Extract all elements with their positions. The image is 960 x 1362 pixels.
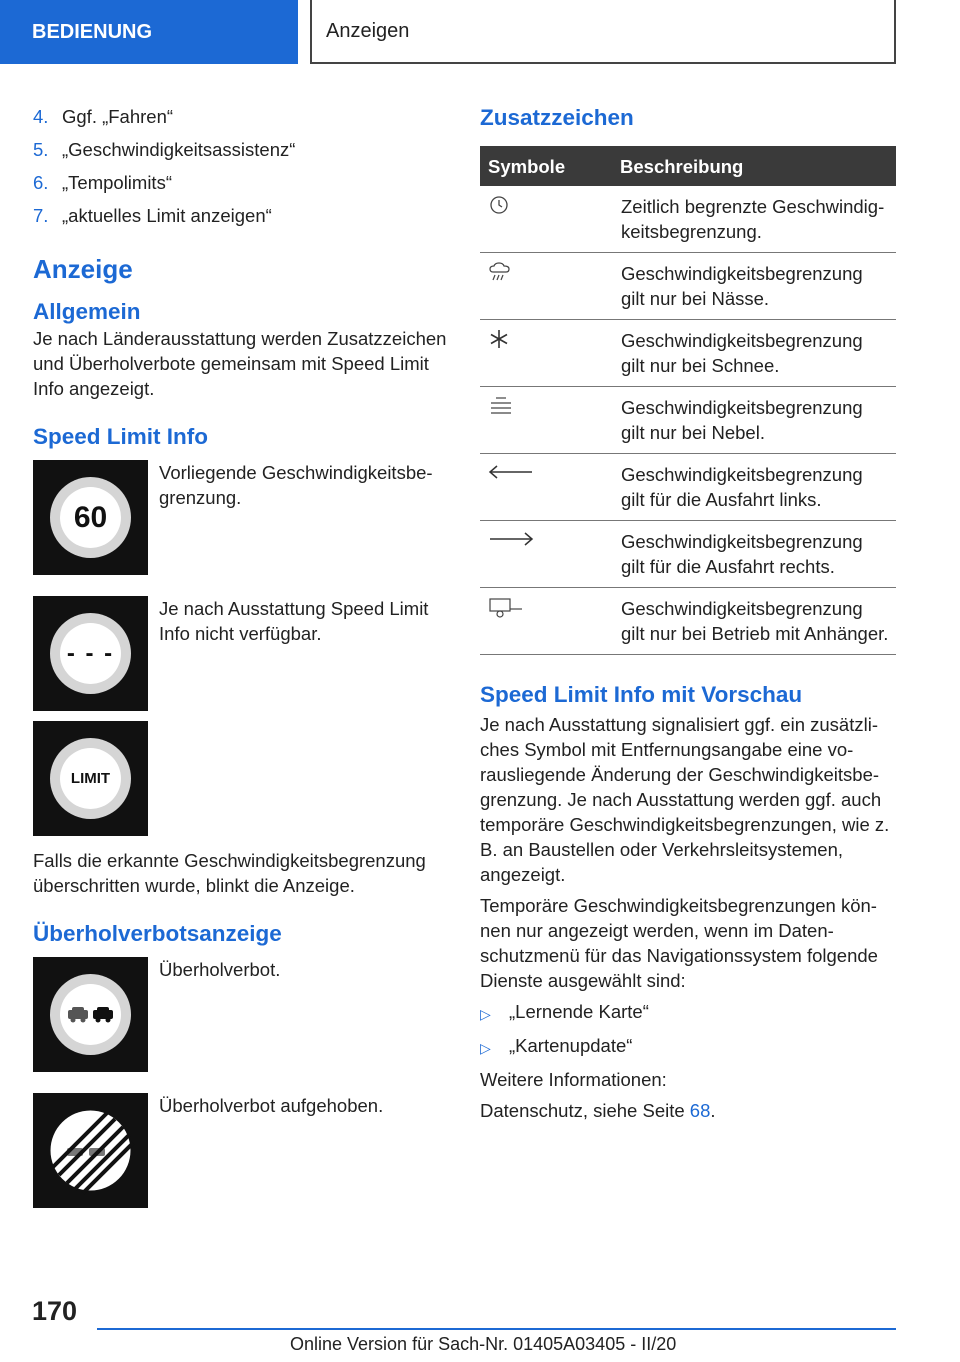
step-text: „Geschwindigkeitsassistenz“ [62,139,296,160]
no-overtaking-image [33,957,148,1072]
speed-limit-60-image [33,460,148,575]
column-header-symbole: Symbole [480,146,620,186]
end-of-restriction-icon [33,1093,148,1208]
table-cell-description: Geschwindigkeitsbegrenzung gilt für die Ausfahrt links. [620,454,896,521]
left-column [33,104,448,1208]
chapter-header: Anzeigen [310,0,896,64]
step-number: 6. [33,172,49,193]
table-cell-description: Geschwindigkeitsbegrenzung gilt nur bei Schnee. [620,320,896,387]
no-overtaking-text: Überholverbot. [159,959,281,980]
step-item [33,137,448,170]
page-link[interactable]: 68 [689,1100,711,1121]
page-number: 170 [32,1296,78,1326]
section-header: BEDIENUNG [0,0,298,64]
list-item-text: „Kartenupdate“ [509,1035,633,1056]
triangle-bullet-icon: ▷ [480,1040,491,1056]
vorschau-heading: Speed Limit Info mit Vorschau [480,682,803,707]
speed-limit-60-block [33,460,448,575]
anzeige-heading: Anzeige [33,254,133,284]
step-text: „Tempolimits“ [62,172,172,193]
speed-limit-limit-block [33,721,448,836]
speed-limit-exceeded-text: Falls die erkannte Geschwindigkeitsbegrenzung überschritten wurde, blinkt die Anzeige. [33,850,426,896]
table-cell-description: Zeitlich begrenzte Geschwindigkeitsbegrenzung. [620,186,896,253]
reference-end: . [710,1100,716,1121]
trailer-icon [488,596,524,620]
step-text: Ggf. „Fahren“ [62,106,174,127]
step-number: 5. [33,139,49,160]
right-column [480,104,896,1123]
no-overtaking-lifted-text: Überholverbot aufgehoben. [159,1095,384,1116]
online-version-note: Online Version für Sach-Nr. 01405A03405 - II/20 [290,1334,677,1354]
zusatzzeichen-table [480,146,896,655]
speed-limit-text: Vorliegende Geschwindigkeitsbegrenzung. [159,462,433,508]
list-item [480,1033,896,1061]
no-overtaking-lifted-block [33,1093,448,1208]
more-info-label: Weitere Informationen: [480,1069,667,1090]
table-cell-description: Geschwindigkeitsbegrenzung gilt nur bei Betrieb mit Anhänger. [620,588,896,655]
list-item [480,999,896,1027]
table-row [480,186,896,253]
allgemein-text: Je nach Länderausstattung werden Zusatzzeichen und Überholverbote gemeinsam mit Speed Limit Info angezeigt. [33,328,447,399]
step-item [33,104,448,137]
step-item [33,203,448,236]
clock-icon [488,194,510,216]
sign-dashes-label: - - - [60,623,121,684]
vorschau-text: Je nach Ausstattung signalisiert ggf. ein zusätzliches Symbol mit Entfernungsangabe eine vorausliegende Änderung der Geschwindigkeitsbegrenzung. Je nach Ausstattung werden ggf. auch temporäre Geschwindigkeitsbegrenzungen, wie z. B. an Baustellen oder Verkehrsleitsystemen, angezeigt. [480,714,890,885]
table-cell-description: Geschwindigkeitsbegrenzung gilt nur bei Nässe. [620,253,896,320]
sign-60-label: 60 [60,487,121,548]
reference-text: Datenschutz, siehe Seite [480,1100,690,1121]
vorschau-services-text: Temporäre Geschwindigkeitsbegrenzungen können nur angezeigt werden, wenn im Datenschutzmenü für das Navigationssystem folgende Dienste ausgewählt sind: [480,895,878,991]
arrow-right-icon [488,529,534,551]
ueberholverbot-heading: Überholverbotsanzeige [33,921,282,946]
table-row [480,320,896,387]
no-overtaking-lifted-image [33,1093,148,1208]
footer-divider [97,1328,896,1330]
two-cars-icon [66,1005,116,1025]
zusatzzeichen-heading: Zusatzzeichen [480,105,634,130]
table-row [480,588,896,655]
speed-limit-limit-image [33,721,148,836]
allgemein-heading: Allgemein [33,299,141,324]
fog-icon [488,395,514,417]
speed-limit-unavailable-block [33,596,448,711]
sign-limit-label: LIMIT [60,748,121,809]
snowflake-icon [488,328,510,350]
step-number: 4. [33,106,49,127]
speed-limit-heading: Speed Limit Info [33,424,209,449]
triangle-bullet-icon: ▷ [480,1006,491,1022]
speed-limit-unavailable-text: Je nach Ausstattung Speed Limit Info nicht verfügbar. [159,598,429,644]
table-row [480,521,896,588]
speed-limit-dashes-image [33,596,148,711]
table-row [480,387,896,454]
step-text: „aktuelles Limit anzeigen“ [62,205,272,226]
table-row [480,454,896,521]
rain-icon [488,261,512,283]
table-row [480,253,896,320]
step-item [33,170,448,203]
list-item-text: „Lernende Karte“ [509,1001,649,1022]
table-cell-description: Geschwindigkeitsbegrenzung gilt nur bei Nebel. [620,387,896,454]
arrow-left-icon [488,462,534,484]
no-overtaking-block [33,957,448,1072]
page-reference [480,1098,896,1123]
table-cell-description: Geschwindigkeitsbegrenzung gilt für die Ausfahrt rechts. [620,521,896,588]
column-header-beschreibung: Beschreibung [620,146,896,186]
step-number: 7. [33,205,49,226]
